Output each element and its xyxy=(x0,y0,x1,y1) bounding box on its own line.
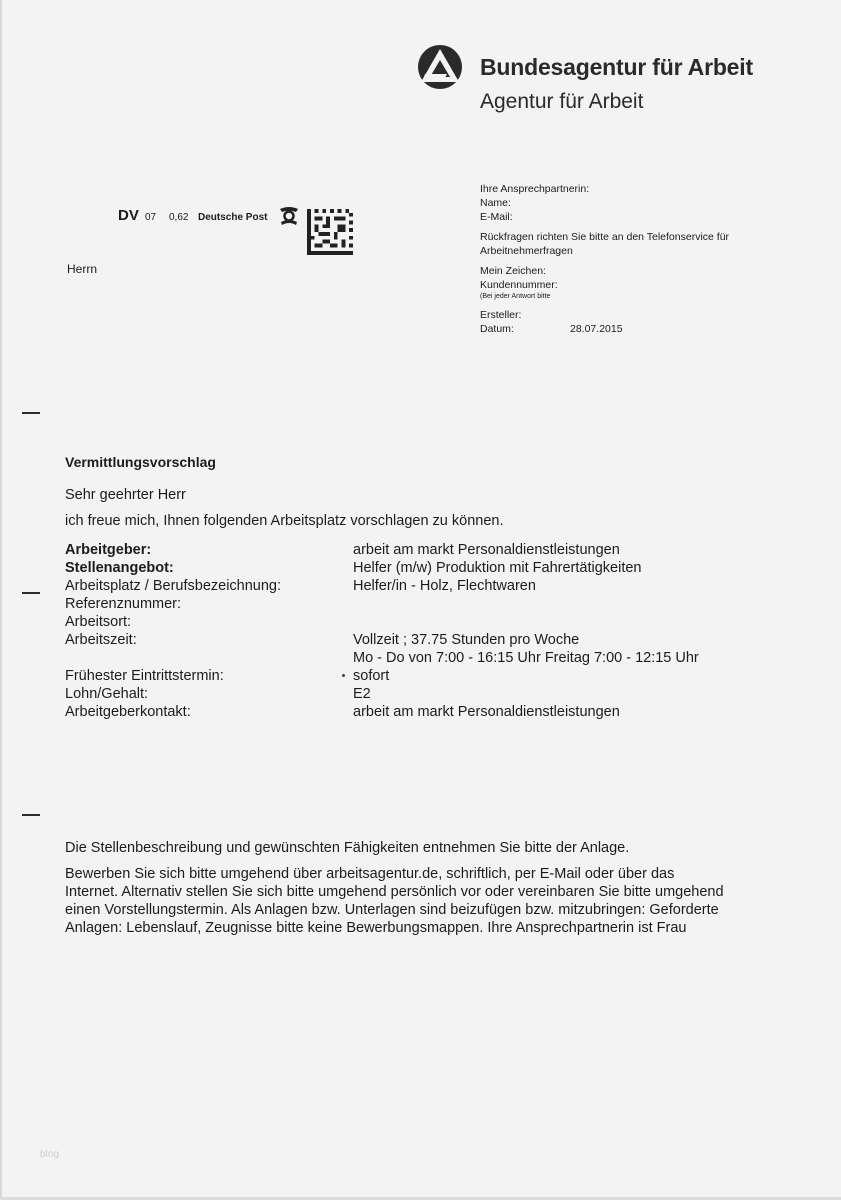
watermark: blog xyxy=(40,1149,59,1160)
customer-number-note: (Bei jeder Antwort bitte xyxy=(480,293,551,300)
attachment-note: Die Stellenbeschreibung und gewünschten Fähigkeiten entnehmen Sie bitte der Anlage. xyxy=(65,840,630,856)
email-label: E-Mail: xyxy=(480,211,513,223)
fold-mark xyxy=(22,814,40,816)
department-name: Agentur für Arbeit xyxy=(480,90,644,113)
application-text-line2: Internet. Alternativ stellen Sie sich bitte umgehend persönlich vor oder vereinbaren Sie bitte umgehend xyxy=(65,884,724,900)
detail-value: Vollzeit ; 37.75 Stunden pro Woche xyxy=(353,632,580,648)
detail-label: Arbeitszeit: xyxy=(65,632,137,648)
detail-label: Lohn/Gehalt: xyxy=(65,686,149,702)
detail-value: Helfer (m/w) Produktion mit Fahrertätigkeiten xyxy=(353,560,642,576)
bullet-dot xyxy=(342,674,345,677)
application-text-line4: Anlagen: Lebenslauf, Zeugnisse bitte keine Bewerbungsmappen. Ihre Ansprechpartnerin ist Frau xyxy=(65,920,687,936)
date-label: Datum: xyxy=(480,323,514,335)
my-reference-label: Mein Zeichen: xyxy=(480,265,546,277)
page-edge xyxy=(0,0,2,1200)
organization-name: Bundesagentur für Arbeit xyxy=(480,54,753,80)
detail-label: Arbeitsort: xyxy=(65,614,132,630)
application-text-line3: einen Vorstellungstermin. Als Anlagen bzw. Unterlagen sind beizufügen bzw. mitzubringen: Geforderte xyxy=(65,902,719,918)
posthorn-icon xyxy=(278,206,300,226)
contact-block xyxy=(480,182,729,336)
creator-label: Ersteller: xyxy=(480,309,522,321)
postage-code: DV xyxy=(118,207,139,224)
contact-person-label: Ihre Ansprechpartnerin: xyxy=(480,183,590,195)
detail-value: Mo - Do von 7:00 - 16:15 Uhr Freitag 7:00 - 12:15 Uhr xyxy=(353,650,699,666)
detail-label: Arbeitgeberkontakt: xyxy=(65,704,191,720)
detail-label: Arbeitgeber: xyxy=(65,542,152,558)
detail-label: Frühester Eintrittstermin: xyxy=(65,668,224,684)
fold-mark xyxy=(22,412,40,414)
bundesagentur-logo-icon xyxy=(417,44,463,90)
letter-salutation: Sehr geehrter Herr xyxy=(65,487,186,503)
letter-intro: ich freue mich, Ihnen folgenden Arbeitsplatz vorschlagen zu können. xyxy=(65,513,504,529)
detail-value: arbeit am markt Personaldienstleistungen xyxy=(353,542,620,558)
detail-value: E2 xyxy=(353,686,371,702)
detail-value: Helfer/in - Holz, Flechtwaren xyxy=(353,578,536,594)
postage-price: 0,62 xyxy=(169,212,189,223)
name-label: Name: xyxy=(480,197,511,209)
postage-carrier: Deutsche Post xyxy=(198,212,268,223)
detail-value: arbeit am markt Personaldienstleistungen xyxy=(353,704,620,720)
detail-value: sofort xyxy=(353,668,390,684)
punch-mark xyxy=(22,592,40,594)
recipient-salutation: Herrn xyxy=(67,262,98,276)
detail-label: Arbeitsplatz / Berufsbezeichnung: xyxy=(65,578,282,594)
postage-number: 07 xyxy=(145,212,157,223)
detail-label: Referenznummer: xyxy=(65,596,182,612)
letter-subject: Vermittlungsvorschlag xyxy=(65,454,216,470)
datamatrix-icon xyxy=(307,209,353,255)
application-text-line1: Bewerben Sie sich bitte umgehend über arbeitsagentur.de, schriftlich, per E-Mail oder über das xyxy=(65,866,675,882)
inquiry-text-line2: Arbeitnehmerfragen xyxy=(480,245,573,257)
detail-label: Stellenangebot: xyxy=(65,560,174,576)
inquiry-text-line1: Rückfragen richten Sie bitte an den Telefonservice für xyxy=(480,231,730,243)
customer-number-label: Kundennummer: xyxy=(480,279,558,291)
date-value: 28.07.2015 xyxy=(570,323,623,335)
